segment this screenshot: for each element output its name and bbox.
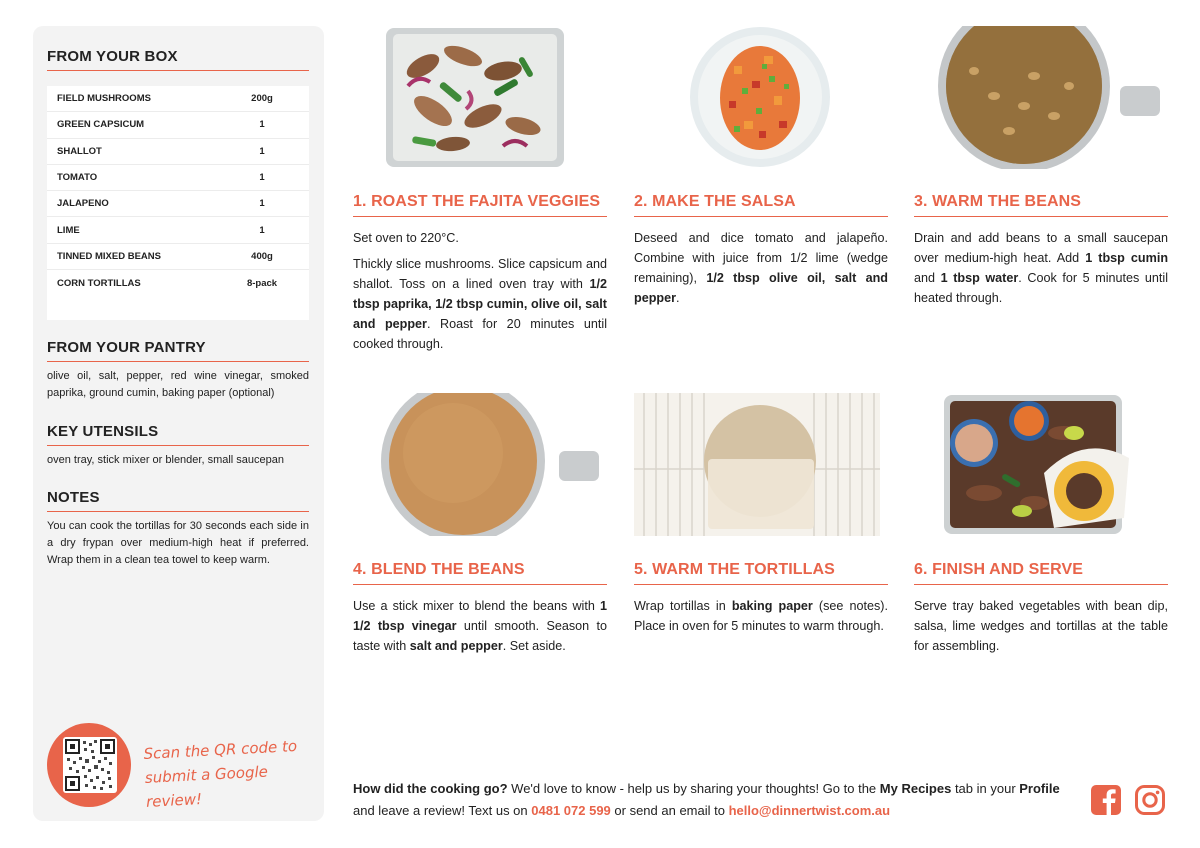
step-5-photo (634, 393, 888, 536)
box-ingredient-row (47, 86, 309, 112)
step-text: Wrap tortillas in (634, 599, 732, 613)
step-paragraph (353, 228, 607, 248)
step-bold-text: 1/2 tbsp olive oil, salt and pepper (634, 271, 888, 305)
step-6-body (914, 596, 1168, 662)
step-6-title: 6. FINISH AND SERVE (914, 561, 1084, 578)
step-text: Thickly slice mushrooms. Slice capsicum and shallot. Toss on a lined oven tray with (353, 257, 607, 291)
step-4-title: 4. BLEND THE BEANS (353, 561, 525, 578)
qr-code-badge[interactable] (47, 723, 131, 807)
instagram-icon (1134, 784, 1166, 816)
step-text: Serve tray baked vegetables with bean dip, salsa, lime wedges and tortillas at the table for assembling. (914, 599, 1168, 653)
step-paragraph (914, 596, 1168, 656)
footer-text: We'd love to know - help us by sharing your thoughts! Go to the (507, 781, 880, 796)
notes-text: You can cook the tortillas for 30 seconds each side in a dry frypan over medium-high heat if preferred. Wrap them in a clean tea towel to keep warm. (47, 520, 309, 566)
pantry-title: FROM YOUR PANTRY (47, 339, 206, 356)
box-ingredient-qty: 1 (259, 224, 265, 236)
step-3-body (914, 228, 1168, 314)
facebook-link[interactable] (1090, 784, 1122, 816)
step-1-rule (353, 216, 607, 217)
step-4-rule (353, 584, 607, 585)
ingredients-sidebar (33, 26, 324, 821)
step-text: and (914, 271, 941, 285)
box-ingredient-row (47, 139, 309, 165)
step-6-photo (914, 393, 1168, 536)
step-5-rule (634, 584, 888, 585)
utensils-title-rule (47, 445, 309, 446)
footer-contact-link[interactable]: 0481 072 599 (531, 803, 611, 818)
box-ingredient-name: TINNED MIXED BEANS (57, 250, 161, 262)
step-text: until smooth. Season to taste with (353, 619, 607, 653)
box-ingredient-name: GREEN CAPSICUM (57, 119, 145, 131)
qr-code[interactable] (63, 737, 117, 793)
step-paragraph (914, 228, 1168, 308)
step-4-body (353, 596, 607, 662)
box-ingredient-row (47, 217, 309, 243)
box-ingredient-qty: 200g (251, 93, 273, 105)
step-3-photo (914, 26, 1168, 169)
step-text: . Cook for 5 minutes until heated through. (914, 271, 1169, 305)
box-ingredient-row (47, 112, 309, 138)
step-bold-text: 1 tbsp water (940, 271, 1019, 285)
step-bold-text: baking paper (731, 599, 813, 613)
box-ingredients-table (47, 86, 309, 320)
box-title: FROM YOUR BOX (47, 48, 178, 65)
box-ingredient-qty: 1 (259, 119, 265, 131)
step-text: . (676, 291, 680, 305)
step-4-photo (353, 393, 607, 536)
pantry-text: olive oil, salt, pepper, red wine vinegar, smoked paprika, ground cumin, baking paper (optional) (47, 370, 309, 399)
step-text: Set oven to 220°C. (353, 231, 459, 245)
footer-text: tab in your (951, 781, 1020, 796)
box-ingredient-name: JALAPENO (57, 198, 109, 210)
step-paragraph (353, 254, 607, 354)
qr-callout (143, 733, 317, 814)
box-ingredient-name: LIME (57, 224, 80, 236)
box-ingredient-qty: 400g (251, 250, 273, 262)
step-bold-text: 1 1/2 tbsp vinegar (353, 599, 607, 633)
step-6-rule (914, 584, 1168, 585)
box-ingredient-row (47, 191, 309, 217)
step-text: Use a stick mixer to blend the beans with (353, 599, 600, 613)
step-text: Deseed and dice tomato and jalapeño. Combine with juice from 1/2 lime (wedge remaining), (634, 231, 888, 285)
step-5-body (634, 596, 888, 642)
box-ingredient-name: CORN TORTILLAS (57, 277, 141, 289)
utensils-title: KEY UTENSILS (47, 423, 159, 440)
box-ingredient-qty: 1 (259, 172, 265, 184)
footer-text: or send an email to (610, 803, 729, 818)
step-text: . Roast for 20 minutes until cooked through. (353, 317, 607, 351)
step-text: Drain and add beans to a small saucepan over medium-high heat. Add (914, 231, 1168, 265)
box-ingredient-name: FIELD MUSHROOMS (57, 93, 151, 105)
step-2-body (634, 228, 888, 314)
box-title-rule (47, 70, 309, 71)
step-2-rule (634, 216, 888, 217)
step-1-photo (353, 26, 607, 169)
box-ingredient-qty: 1 (259, 145, 265, 157)
box-ingredient-name: TOMATO (57, 172, 98, 184)
utensils-text: oven tray, stick mixer or blender, small saucepan (47, 454, 285, 466)
step-paragraph (634, 228, 888, 308)
step-bold-text: 1 tbsp cumin (1085, 251, 1169, 265)
footer-text: My Recipes (879, 781, 952, 796)
notes-title: NOTES (47, 489, 100, 506)
footer-text: How did the cooking go? (353, 781, 508, 796)
step-bold-text: 1/2 tbsp paprika, 1/2 tbsp cumin, olive oil, salt and pepper (353, 277, 607, 331)
footer-text: and leave a review! Text us on (353, 803, 532, 818)
box-ingredient-row (47, 165, 309, 191)
footer-text: Profile (1019, 781, 1060, 796)
pantry-title-rule (47, 361, 309, 362)
box-ingredient-name: SHALLOT (57, 145, 102, 157)
step-3-rule (914, 216, 1168, 217)
step-5-title: 5. WARM THE TORTILLAS (634, 561, 835, 578)
step-paragraph (634, 596, 888, 636)
qr-code-icon (63, 737, 117, 793)
box-ingredient-row (47, 244, 309, 270)
qr-callout-line1: Scan the QR code to (143, 736, 298, 763)
facebook-icon (1090, 784, 1122, 816)
step-text: (see notes). Place in oven for 5 minutes to warm through. (634, 599, 888, 633)
footer-contact-link[interactable]: hello@dinnertwist.com.au (728, 803, 891, 818)
instagram-link[interactable] (1134, 784, 1166, 816)
step-3-title: 3. WARM THE BEANS (914, 193, 1082, 210)
step-paragraph (353, 596, 607, 656)
box-ingredient-qty: 1 (259, 198, 265, 210)
notes-title-rule (47, 511, 309, 512)
box-ingredient-qty: 8-pack (246, 277, 278, 289)
step-bold-text: salt and pepper (409, 639, 503, 653)
step-text: . Set aside. (502, 639, 566, 653)
step-2-title: 2. MAKE THE SALSA (634, 193, 796, 210)
step-1-body (353, 228, 607, 360)
box-ingredient-row (47, 270, 309, 296)
step-1-title: 1. ROAST THE FAJITA VEGGIES (353, 193, 601, 210)
review-footer (353, 778, 1073, 822)
step-2-photo (634, 26, 888, 169)
qr-callout-line2: submit a Google review! (144, 762, 269, 811)
